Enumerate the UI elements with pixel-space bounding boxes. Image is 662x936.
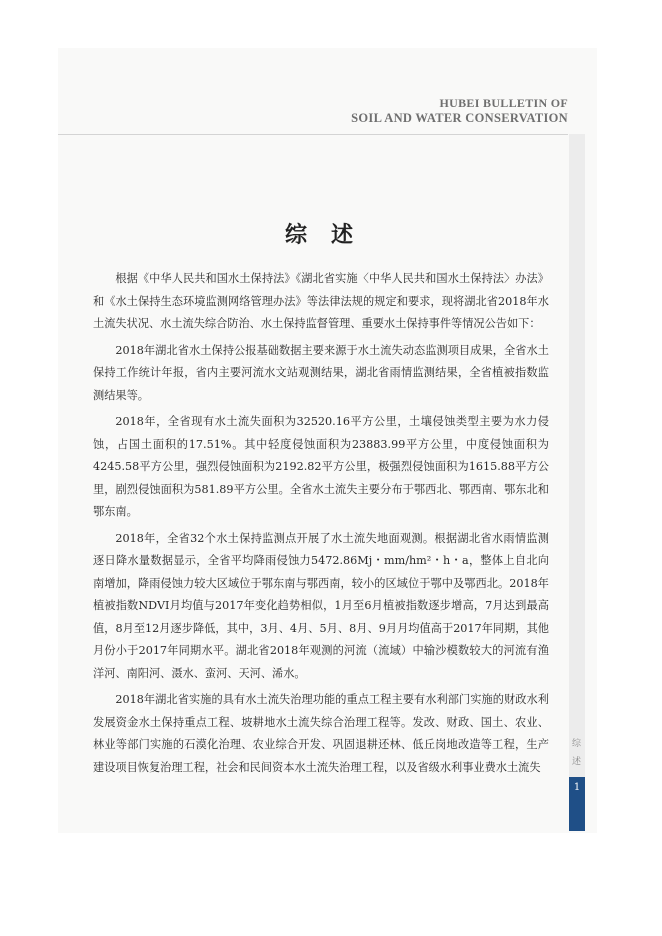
side-label-char-1: 综 bbox=[572, 739, 582, 749]
body-text bbox=[93, 268, 549, 779]
paragraph: 2018年，全省现有水土流失面积为32520.16平方公里，土壤侵蚀类型主要为水力侵蚀，占国土面积的17.51%。其中轻度侵蚀面积为23883.99平方公里，中度侵蚀面积为4245.58平方公里，强烈侵蚀面积为2192.82平方公里，极强烈侵蚀面积为1615.88平方公里，剧烈侵蚀面积为581.89平方公里。全省水土流失主要分布于鄂西北、鄂西南、鄂东北和鄂东南。 bbox=[93, 415, 549, 518]
header-divider bbox=[58, 134, 568, 135]
paragraph: 根据《中华人民共和国水土保持法》《湖北省实施〈中华人民共和国水土保持法〉办法》和《水土保持生态环境监测网络管理办法》等法律法规的规定和要求，现将湖北省2018年水土流失状况、水土流失综合防治、水土保持监督管理、重要水土保持事件等情况公告如下： bbox=[93, 272, 549, 330]
side-label-char-2: 述 bbox=[572, 757, 582, 767]
bulletin-header-line1: HUBEI BULLETIN OF bbox=[439, 96, 568, 110]
paragraph: 2018年湖北省实施的具有水土流失治理功能的重点工程主要有水利部门实施的财政水利发展资金水土保持重点工程、坡耕地水土流失综合治理工程等。发改、财政、国土、农业、林业等部门实施的石漠化治理、农业综合开发、巩固退耕还林、低丘岗地改造等工程，生产建设项目恢复治理工程，社会和民间资本水土流失治理工程，以及省级水利事业费水土流失 bbox=[93, 693, 549, 774]
paragraph: 2018年，全省32个水土保持监测点开展了水土流失地面观测。根据湖北省水雨情监测逐日降水量数据显示，全省平均降雨侵蚀力5472.86Mj・mm/hm²・h・a，整体上自北向南增加，降雨侵蚀力较大区域位于鄂东南与鄂西南，较小的区域位于鄂中及鄂西北。2018年植被指数NDVI月均值与2017年变化趋势相似，1月至6月植被指数逐步增高，7月达到最高值，8月至12月逐步降低，其中，3月、4月、5月、8月、9月月均值高于2017年同期，其他月份小于2017年同期水平。湖北省2018年观测的河流（流域）中输沙模数较大的河流有渔洋河、南阳河、滠水、蛮河、天河、浠水。 bbox=[93, 531, 549, 680]
page-number-tab bbox=[569, 777, 585, 831]
paragraph: 2018年湖北省水土保持公报基础数据主要来源于水土流失动态监测项目成果，全省水土保持工作统计年报，省内主要河流水文站观测结果，湖北省雨情监测结果，全省植被指数监测结果等。 bbox=[93, 343, 549, 402]
page-title: 综述 bbox=[284, 223, 377, 248]
page-number: 1 bbox=[573, 782, 581, 793]
bulletin-header-line2: SOIL AND WATER CONSERVATION bbox=[351, 111, 568, 125]
